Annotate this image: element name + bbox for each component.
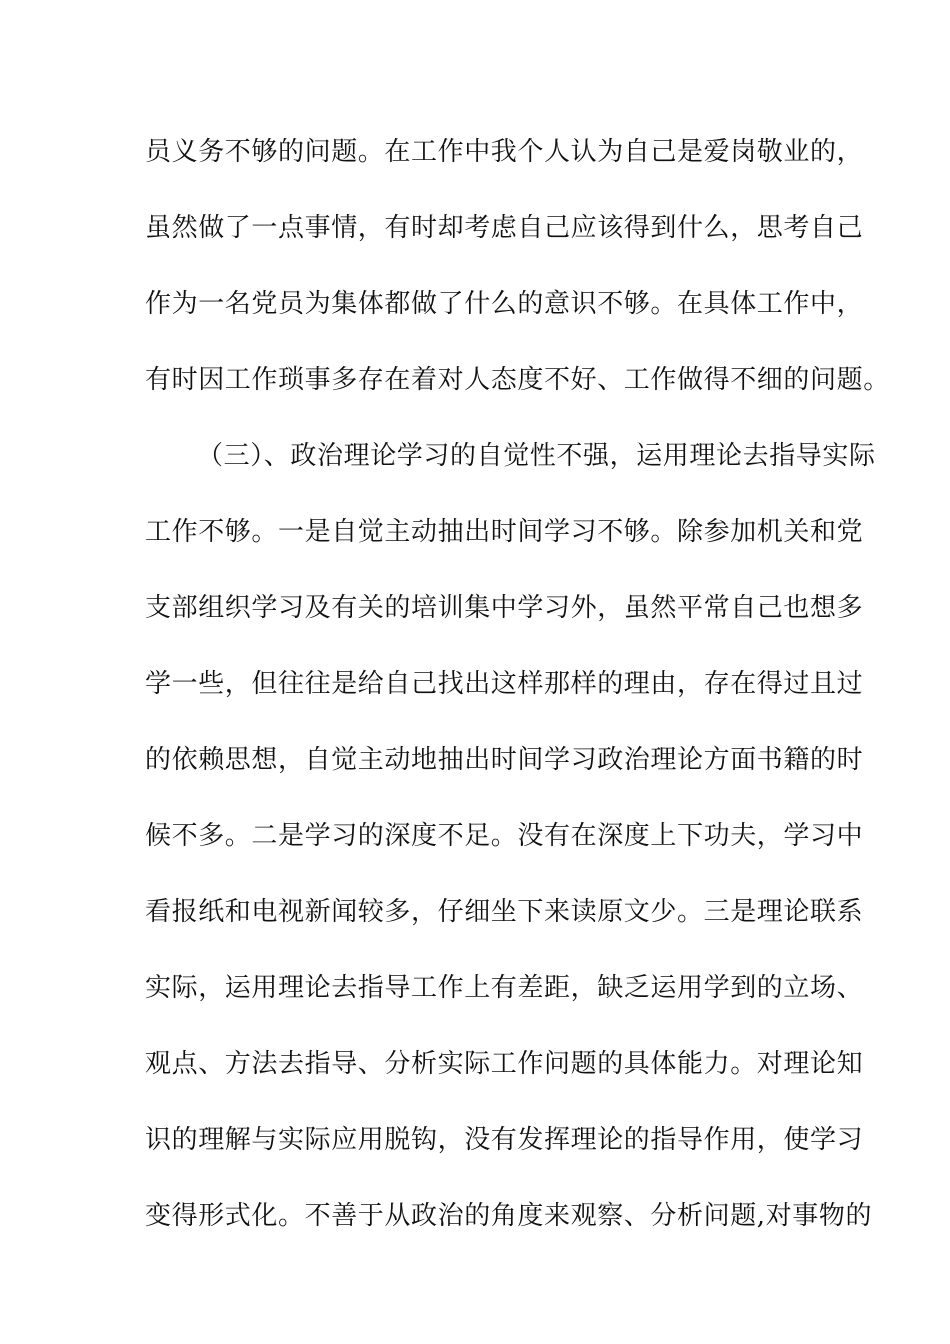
text-line: 学一些，但往往是给自己找出这样那样的理由，存在得过且过 xyxy=(145,669,864,699)
text-line: 有时因工作琐事多存在着对人态度不好、工作做得不细的问题。 xyxy=(145,365,890,395)
text-line: 观点、方法去指导、分析实际工作问题的具体能力。对理论知 xyxy=(145,1049,864,1079)
text-line: 的依赖思想，自觉主动地抽出时间学习政治理论方面书籍的时 xyxy=(145,745,864,775)
section-heading-line: （三）、政治理论学习的自觉性不强，运用理论去指导实际 xyxy=(197,441,876,471)
text-line: 作为一名党员为集体都做了什么的意识不够。在具体工作中， xyxy=(145,289,864,319)
text-line: 看报纸和电视新闻较多，仔细坐下来读原文少。三是理论联系 xyxy=(145,897,864,927)
body-text xyxy=(145,130,890,1270)
text-line: 支部组织学习及有关的培训集中学习外，虽然平常自己也想多 xyxy=(145,593,864,623)
text-line: 变得形式化。不善于从政治的角度来观察、分析问题,对事物的 xyxy=(145,1201,873,1231)
text-line: 工作不够。一是自觉主动抽出时间学习不够。除参加机关和党 xyxy=(145,517,864,547)
text-line: 识的理解与实际应用脱钩，没有发挥理论的指导作用，使学习 xyxy=(145,1125,864,1155)
text-line: 候不多。二是学习的深度不足。没有在深度上下功夫，学习中 xyxy=(145,821,864,851)
text-line: 虽然做了一点事情，有时却考虑自己应该得到什么，思考自己 xyxy=(145,213,864,243)
text-line: 员义务不够的问题。在工作中我个人认为自己是爱岗敬业的， xyxy=(145,137,864,167)
text-line: 实际，运用理论去指导工作上有差距，缺乏运用学到的立场、 xyxy=(145,973,864,1003)
